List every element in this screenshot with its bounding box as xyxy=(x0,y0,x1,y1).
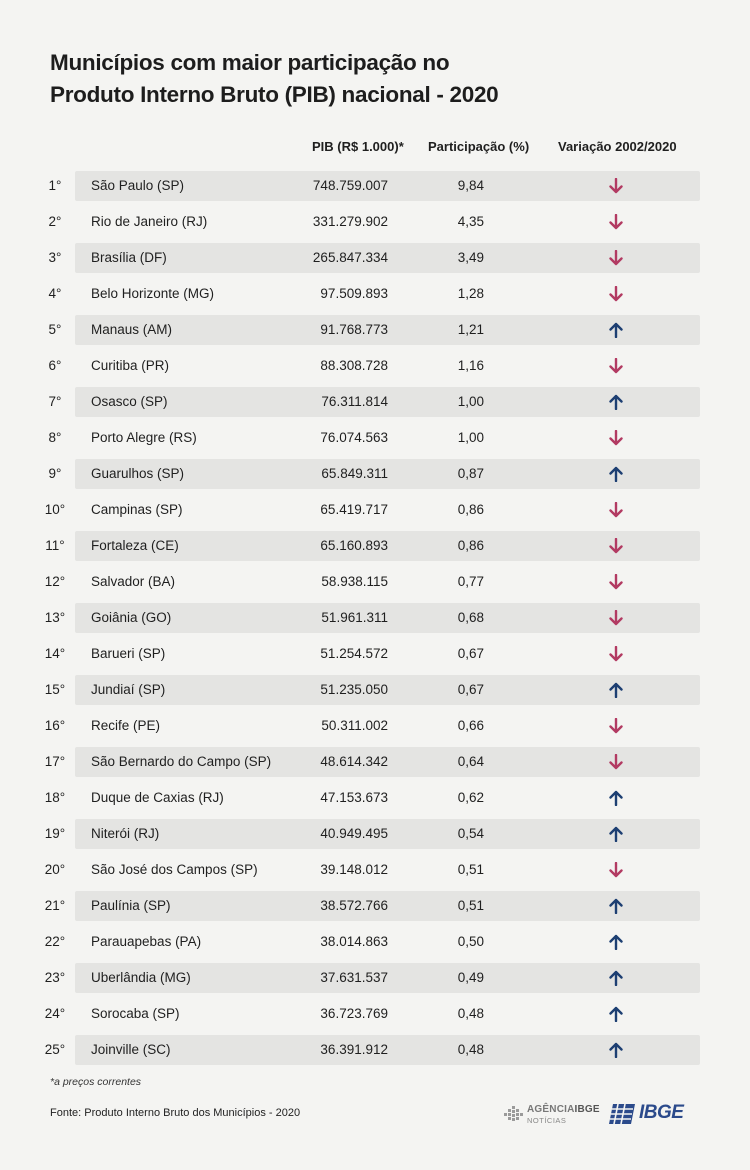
table-row xyxy=(0,602,750,638)
arrow-up-icon xyxy=(609,934,623,950)
row-pib: 76.311.814 xyxy=(321,394,388,409)
table-row xyxy=(0,206,750,242)
row-participacao: 0,51 xyxy=(457,898,484,913)
row-city: Joinville (SC) xyxy=(91,1042,171,1057)
row-city: Rio de Janeiro (RJ) xyxy=(91,214,208,229)
table-row xyxy=(0,746,750,782)
arrow-down-icon xyxy=(609,754,623,770)
row-participacao: 0,67 xyxy=(457,682,484,697)
table-header xyxy=(0,139,750,159)
arrow-down-icon xyxy=(609,178,623,194)
row-pib: 50.311.002 xyxy=(321,718,388,733)
row-participacao: 0,68 xyxy=(457,610,484,625)
row-pib: 38.572.766 xyxy=(320,898,388,913)
row-rank: 24° xyxy=(44,1006,66,1021)
arrow-up-icon xyxy=(609,682,623,698)
row-pib: 37.631.537 xyxy=(320,970,388,985)
row-city: Porto Alegre (RS) xyxy=(91,430,197,445)
row-city: Recife (PE) xyxy=(91,718,161,733)
arrow-down-icon xyxy=(609,646,623,662)
row-pib: 88.308.728 xyxy=(320,358,388,373)
row-pib: 58.938.115 xyxy=(321,574,388,589)
arrow-down-icon xyxy=(609,502,623,518)
arrow-down-icon xyxy=(609,718,623,734)
row-pib: 76.074.563 xyxy=(320,430,388,445)
table-row xyxy=(0,710,750,746)
row-rank: 15° xyxy=(44,682,66,697)
row-participacao: 0,48 xyxy=(457,1042,484,1057)
table-row xyxy=(0,278,750,314)
row-city: Osasco (SP) xyxy=(91,394,168,409)
row-rank: 2° xyxy=(48,214,62,229)
ibge-logo xyxy=(609,1100,704,1128)
row-participacao: 0,51 xyxy=(457,862,484,877)
table-row xyxy=(0,170,750,206)
table-row xyxy=(0,314,750,350)
title-line-2: Produto Interno Bruto (PIB) nacional - 2020 xyxy=(50,82,499,107)
row-participacao: 1,00 xyxy=(457,430,484,445)
table-row xyxy=(0,422,750,458)
row-pib: 47.153.673 xyxy=(320,790,388,805)
row-rank: 20° xyxy=(44,862,66,877)
row-pib: 65.419.717 xyxy=(320,502,388,517)
table-row xyxy=(0,890,750,926)
arrow-up-icon xyxy=(609,1006,623,1022)
row-pib: 65.849.311 xyxy=(321,466,388,481)
row-participacao: 0,49 xyxy=(457,970,484,985)
row-rank: 1° xyxy=(48,178,62,193)
row-rank: 13° xyxy=(44,610,66,625)
arrow-up-icon xyxy=(609,790,623,806)
table-row xyxy=(0,566,750,602)
table-row xyxy=(0,530,750,566)
table-body xyxy=(0,170,750,1070)
row-city: Duque de Caxias (RJ) xyxy=(91,790,224,805)
row-city: Brasília (DF) xyxy=(91,250,167,265)
row-participacao: 0,87 xyxy=(457,466,484,481)
row-participacao: 4,35 xyxy=(457,214,484,229)
row-pib: 36.391.912 xyxy=(320,1042,388,1057)
row-participacao: 0,50 xyxy=(457,934,484,949)
arrow-down-icon xyxy=(609,286,623,302)
row-pib: 48.614.342 xyxy=(320,754,388,769)
arrow-up-icon xyxy=(609,466,623,482)
row-pib: 39.148.012 xyxy=(320,862,388,877)
arrow-down-icon xyxy=(609,538,623,554)
row-rank: 14° xyxy=(44,646,66,661)
table-row xyxy=(0,638,750,674)
row-pib: 331.279.902 xyxy=(312,214,388,229)
table-row xyxy=(0,386,750,422)
row-rank: 3° xyxy=(48,250,62,265)
row-city: Fortaleza (CE) xyxy=(91,538,179,553)
row-city: São Bernardo do Campo (SP) xyxy=(91,754,272,769)
table-row xyxy=(0,818,750,854)
row-rank: 12° xyxy=(44,574,66,589)
row-city: Guarulhos (SP) xyxy=(91,466,185,481)
row-city: Parauapebas (PA) xyxy=(91,934,202,949)
ibge-mark-icon xyxy=(609,1104,635,1124)
row-pib: 51.254.572 xyxy=(320,646,388,661)
row-city: Salvador (BA) xyxy=(91,574,176,589)
arrow-up-icon xyxy=(609,1042,623,1058)
row-rank: 5° xyxy=(48,322,62,337)
table-row xyxy=(0,854,750,890)
row-pib: 51.961.311 xyxy=(321,610,388,625)
arrow-down-icon xyxy=(609,574,623,590)
row-city: Barueri (SP) xyxy=(91,646,166,661)
header-variacao: Variação 2002/2020 xyxy=(558,139,677,154)
row-pib: 38.014.863 xyxy=(320,934,388,949)
header-participacao: Participação (%) xyxy=(428,139,530,154)
row-pib: 265.847.334 xyxy=(312,250,388,265)
row-city: São Paulo (SP) xyxy=(91,178,185,193)
row-city: Goiânia (GO) xyxy=(91,610,172,625)
row-participacao: 0,48 xyxy=(457,1006,484,1021)
row-city: Niterói (RJ) xyxy=(91,826,160,841)
row-pib: 748.759.007 xyxy=(312,178,388,193)
table-row xyxy=(0,926,750,962)
arrow-down-icon xyxy=(609,430,623,446)
row-participacao: 0,77 xyxy=(457,574,484,589)
row-rank: 6° xyxy=(48,358,62,373)
row-rank: 23° xyxy=(44,970,66,985)
agencia-brand: IBGE xyxy=(574,1104,600,1115)
row-city: Campinas (SP) xyxy=(91,502,183,517)
row-participacao: 0,66 xyxy=(457,718,484,733)
arrow-up-icon xyxy=(609,970,623,986)
row-rank: 8° xyxy=(48,430,62,445)
row-rank: 7° xyxy=(48,394,62,409)
row-pib: 40.949.495 xyxy=(320,826,388,841)
row-rank: 17° xyxy=(44,754,66,769)
row-rank: 22° xyxy=(44,934,66,949)
title-line-1: Municípios com maior participação no xyxy=(50,50,450,75)
header-pib: PIB (R$ 1.000)* xyxy=(312,139,404,154)
chart-title xyxy=(50,47,710,111)
table-row xyxy=(0,350,750,386)
row-participacao: 1,28 xyxy=(457,286,484,301)
row-rank: 19° xyxy=(44,826,66,841)
row-city: São José dos Campos (SP) xyxy=(91,862,258,877)
arrow-up-icon xyxy=(609,322,623,338)
row-pib: 51.235.050 xyxy=(320,682,388,697)
agencia-sub: NOTÍCIAS xyxy=(527,1116,567,1125)
row-rank: 16° xyxy=(44,718,66,733)
row-rank: 4° xyxy=(48,286,62,301)
table-row xyxy=(0,782,750,818)
arrow-up-icon xyxy=(609,826,623,842)
row-participacao: 1,21 xyxy=(457,322,484,337)
row-participacao: 3,49 xyxy=(457,250,484,265)
row-participacao: 1,00 xyxy=(457,394,484,409)
row-rank: 18° xyxy=(44,790,66,805)
row-participacao: 0,62 xyxy=(457,790,484,805)
arrow-down-icon xyxy=(609,250,623,266)
table-row xyxy=(0,458,750,494)
table-row xyxy=(0,998,750,1034)
row-participacao: 0,64 xyxy=(457,754,484,769)
arrow-down-icon xyxy=(609,610,623,626)
row-city: Uberlândia (MG) xyxy=(91,970,191,985)
arrow-up-icon xyxy=(609,898,623,914)
agencia-ibge-logo xyxy=(502,1102,602,1128)
agencia-prefix: AGÊNCIA xyxy=(527,1104,575,1115)
row-pib: 91.768.773 xyxy=(320,322,388,337)
ibge-wordmark: IBGE xyxy=(639,1102,684,1123)
arrow-up-icon xyxy=(609,394,623,410)
row-city: Belo Horizonte (MG) xyxy=(91,286,215,301)
row-city: Manaus (AM) xyxy=(91,322,173,337)
arrow-down-icon xyxy=(609,214,623,230)
agencia-ibge-mark-icon xyxy=(502,1104,524,1126)
source-note: Fonte: Produto Interno Bruto dos Municípios - 2020 xyxy=(50,1107,301,1119)
row-rank: 10° xyxy=(44,502,66,517)
arrow-down-icon xyxy=(609,358,623,374)
agencia-ibge-wordmark xyxy=(527,1104,600,1115)
row-participacao: 1,16 xyxy=(457,358,484,373)
row-participacao: 0,54 xyxy=(457,826,484,841)
table-row xyxy=(0,1034,750,1070)
row-pib: 97.509.893 xyxy=(320,286,388,301)
table-row xyxy=(0,494,750,530)
row-participacao: 0,67 xyxy=(457,646,484,661)
row-rank: 21° xyxy=(44,898,66,913)
row-rank: 11° xyxy=(45,538,65,553)
row-city: Paulínia (SP) xyxy=(91,898,171,913)
row-city: Jundiaí (SP) xyxy=(91,682,166,697)
row-participacao: 9,84 xyxy=(457,178,484,193)
row-participacao: 0,86 xyxy=(457,538,484,553)
table-row xyxy=(0,962,750,998)
row-rank: 9° xyxy=(48,466,62,481)
row-rank: 25° xyxy=(44,1042,66,1057)
row-city: Curitiba (PR) xyxy=(91,358,170,373)
row-pib: 36.723.769 xyxy=(320,1006,388,1021)
table-row xyxy=(0,242,750,278)
row-pib: 65.160.893 xyxy=(320,538,388,553)
row-participacao: 0,86 xyxy=(457,502,484,517)
table-row xyxy=(0,674,750,710)
row-city: Sorocaba (SP) xyxy=(91,1006,180,1021)
arrow-down-icon xyxy=(609,862,623,878)
footnote: *a preços correntes xyxy=(50,1076,142,1088)
